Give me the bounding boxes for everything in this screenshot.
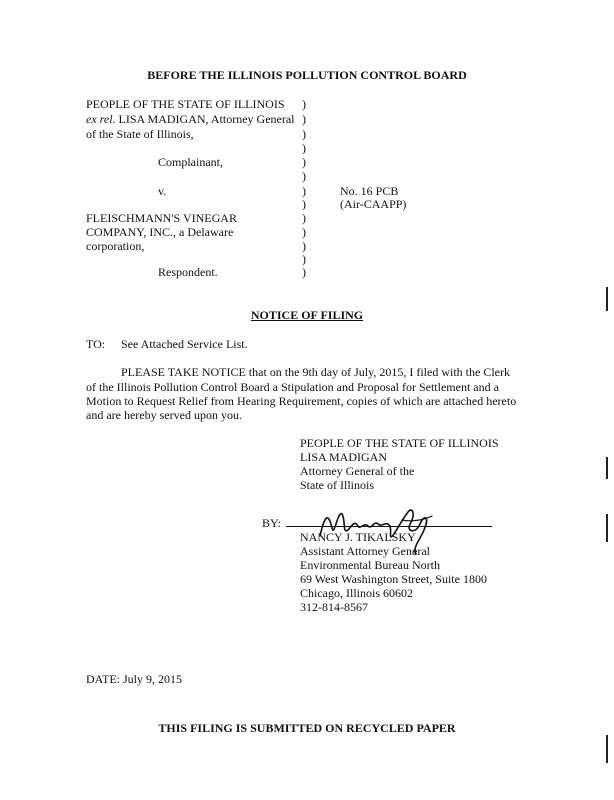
signer-name: NANCY J. TIKALSKY [300,530,416,544]
caption-paren: ) [302,169,306,183]
caption-paren: ) [302,197,306,211]
caption-paren: ) [302,211,306,225]
caption-paren: ) [302,225,306,239]
board-title: BEFORE THE ILLINOIS POLLUTION CONTROL BOARD [147,68,467,82]
complainant-state: of the State of Illinois, [86,127,194,141]
caption-paren: ) [302,97,306,111]
complainant-role: Complainant, [158,155,223,169]
body-line-3: Motion to Request Relief from Hearing Requirement, copies of which are attached hereto [86,394,517,408]
scan-mark [606,735,608,763]
complainant-ex-rel [86,113,295,125]
caption-paren: ) [302,265,306,279]
ex-rel-text: ex rel. [86,112,116,126]
caption-paren: ) [302,127,306,141]
to-value: See Attached Service List. [121,337,248,351]
scan-mark [606,287,608,311]
to-label: TO: [86,337,106,351]
body-line-2: of the Illinois Pollution Control Board a Stipulation and Proposal for Settlement and a [86,380,499,394]
party-line-3: Attorney General of the [300,464,415,478]
filing-date: DATE: July 9, 2015 [86,672,182,686]
by-label: BY: [262,516,281,530]
caption-paren: ) [302,155,306,169]
party-line-2: LISA MADIGAN [300,450,387,464]
caption-paren: ) [302,112,306,126]
respondent-role: Respondent. [158,265,218,279]
body-line-1: PLEASE TAKE NOTICE that on the 9th day of July, 2015, I filed with the Clerk [121,365,510,379]
respondent-name-line2: COMPANY, INC., a Delaware [86,225,234,239]
signer-city: Chicago, Illinois 60602 [300,586,413,600]
signer-street: 69 West Washington Street, Suite 1800 [300,572,487,586]
signer-title: Assistant Attorney General [300,544,430,558]
signer-bureau: Environmental Bureau North [300,558,440,572]
signer-phone: 312-814-8567 [300,600,368,614]
scan-mark [606,457,608,479]
case-type: (Air-CAAPP) [340,197,407,211]
caption-paren: ) [302,252,306,266]
recycled-paper-note: THIS FILING IS SUBMITTED ON RECYCLED PAPER [158,721,456,735]
complainant-name: PEOPLE OF THE STATE OF ILLINOIS [86,97,285,111]
respondent-name-line3: corporation, [86,239,145,253]
party-line-4: State of Illinois [300,478,374,492]
versus-label: v. [158,184,167,198]
respondent-name-line1: FLEISCHMANN'S VINEGAR [86,211,237,225]
party-line-1: PEOPLE OF THE STATE OF ILLINOIS [300,436,499,450]
body-line-4: and are hereby served upon you. [86,408,242,422]
notice-heading: NOTICE OF FILING [250,308,364,322]
caption-paren: ) [302,239,306,253]
case-number: No. 16 PCB [340,184,399,198]
scan-mark [606,514,608,542]
caption-paren: ) [302,184,306,198]
caption-paren: ) [302,141,306,155]
attorney-general-text: LISA MADIGAN, Attorney General [115,112,295,126]
